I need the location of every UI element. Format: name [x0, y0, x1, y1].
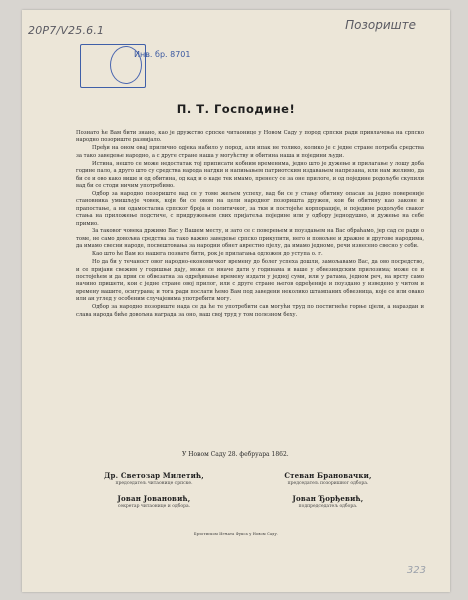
archive-signature: 20P7/V25.6.1	[28, 24, 105, 37]
paragraph: За таковог човека држимо Вас у Вашем месту, и зато се с поверењем и поуздањем на Вас обраћамо, јер сад се ради о томе, не само довољна средства за тако важно заведење српско прикупити, него и повољне и дражне и другове народима, да имамо свесни народе, посвештовања за народни обнет аврестно пјелу, да имамо једноме, речи изнесено свесно у себи.	[76, 228, 424, 250]
signatory-role: подпредседатељ одбора.	[298, 504, 358, 509]
paragraph: Пређи на оном овај прилично одјека набило у пород, али ипак не толико, колико је с једне стране потреба средства за тако заведење народно, а с друге стране наша у могућству и обитина наша и поједини људи.	[76, 145, 424, 159]
signatory-role: секретар читаонице и одбора.	[117, 504, 191, 509]
handwritten-note: Позориште	[345, 18, 416, 32]
paragraph: Но да би у течаност овог народно-економичког времену до болег успеха дошли, замољавамо Вас, да ово посредство, и се пријави свежим у годишњи дају, може се иначе дати у годинама и ваше у обвезиндским прилозима; може се и постојећем и да први се обвезатна за одређивање времену издати у једној суми, или у ратама, једном реч, на врсту само начино пришети, кои с једне стране овој прилог, или с друге стране његов одређеније и поуздано у изведено у читом и времену вашите, осигурава; и тога ради послати ћемо Вам под заведени неколико штампаних обвезница, које се или овако или ан углед у особеним случајевима употребити могу.	[76, 259, 424, 303]
page-title: П. Т. Господине!	[176, 102, 296, 116]
paragraph: Одбор за народно позориште вад се у томе жељем успеху, вад би се у стању обитину опасан за једно повереније становника умишљује човек, који би се овом на цели народног позоришта дружен, кои би обитину као законе и прапостање, а ни одамостална српског броја и политичког, за ткм и постојеће корпорације, и поједине родољубе сваког стања на приложење подстиче, с придружењем свих пријатеља поједине или у одбору једнодушно, и дужење на себе примио.	[76, 190, 424, 227]
signature-block	[74, 494, 234, 509]
signatory-role: председатељ позоришног одбора.	[287, 481, 369, 486]
signatory-name: Јован Јовановић,	[117, 494, 191, 503]
letter-body	[76, 130, 424, 319]
document-sheet	[22, 10, 450, 592]
signatory-name: Стеван Брановачки,	[284, 471, 372, 480]
date-line: У Новом Саду 28. фебруара 1862.	[182, 451, 289, 458]
printer-imprint: Брзотиском Игњата Фукса у Новом Саду.	[193, 532, 279, 536]
paragraph: Истина, нешто се може недостатак тој приписати кобним временима, једно што је дужење и прилагање у лошу доба године пало, а друго што су средства народа нагдки и напињањем патриотским издавањем напрезана, или нам желимо, да би се и ово како више и од обитина, од кад и о каде тек имамо, пренесу се за оне прилоге, и од поједине родољубе скупили вад би се стоди ничим употребимо.	[76, 160, 424, 189]
stamp-number: Инв. бр. 8701	[134, 50, 191, 59]
signatory-name: Јован Ђорђевић,	[292, 494, 364, 503]
signature-block	[248, 471, 408, 486]
signature-block	[74, 471, 234, 486]
signature-block	[248, 494, 408, 509]
paragraph: Као што ће Вам из нашега позвате бити, рок је прилагања одложен до уступа о. г.	[92, 251, 323, 258]
signatory-role: председатељ читаонице српске.	[115, 481, 193, 486]
paragraph: Познато ће Вам бити знано, као је дружство српске читаонице у Новом Саду у пород српски ради привлачења на српско народно позориште развијало.	[76, 130, 424, 144]
signatory-name: Др. Светозар Милетић,	[104, 471, 204, 480]
paragraph: Одбор за народно позориште нада се да ће те употребити сав могући труд по постигнеће горње цјели, а нараздан и слава народа биће довољна награда за оно, ваш свој труд у том полезном беху.	[76, 304, 424, 318]
page-number-note: 323	[406, 565, 426, 576]
